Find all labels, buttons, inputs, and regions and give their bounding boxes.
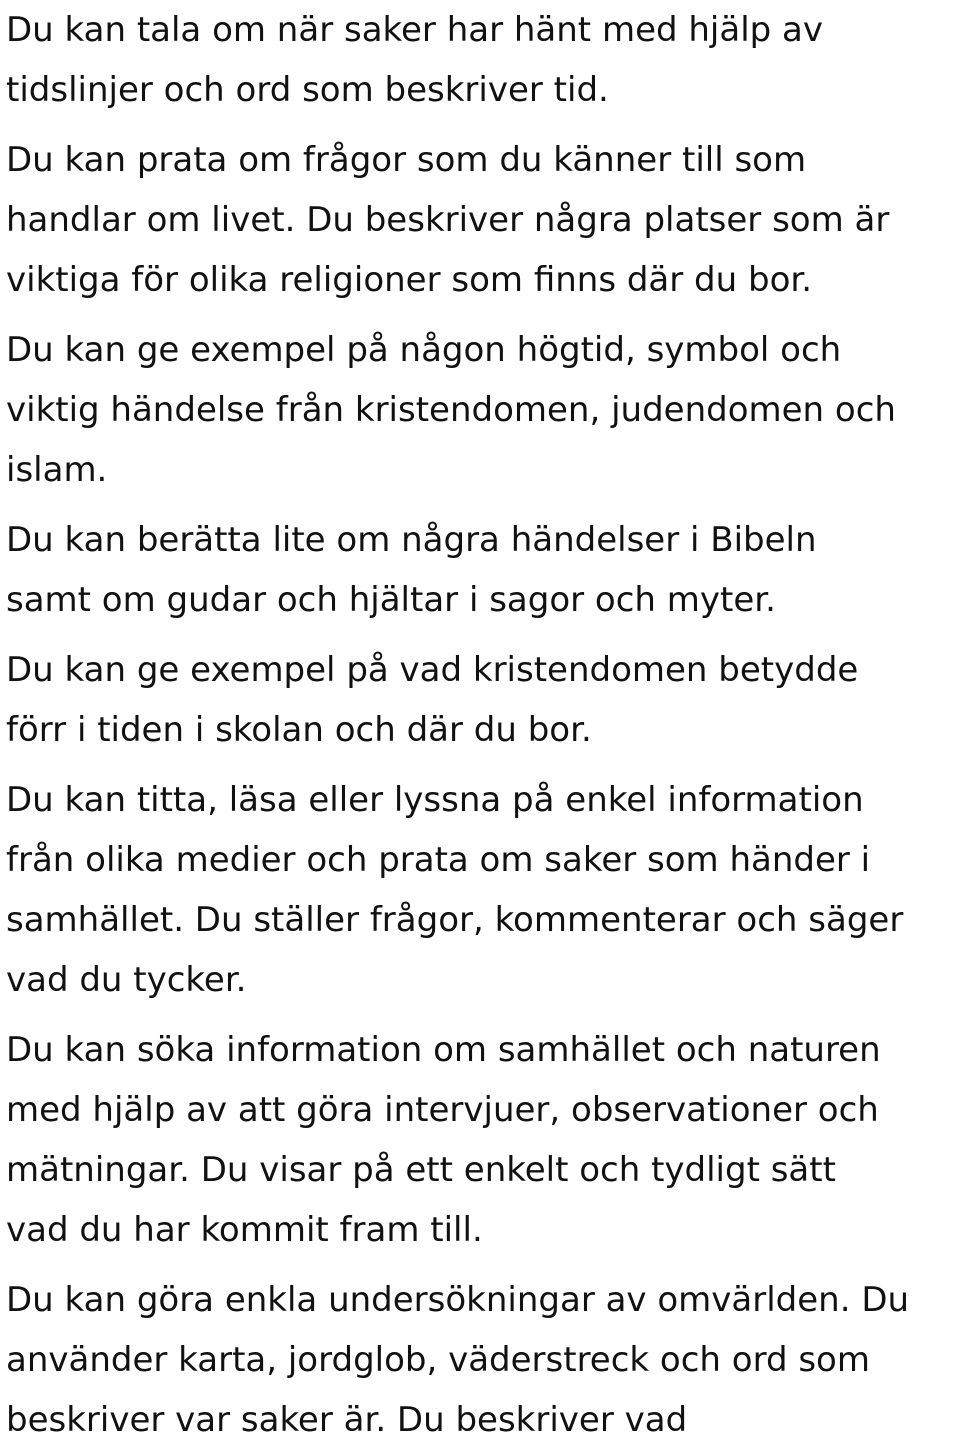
- text-line: samhället. Du ställer frågor, kommenterar och säger: [6, 900, 904, 940]
- paragraph-time: [6, 0, 960, 120]
- paragraph-life-questions: [6, 130, 960, 310]
- paragraph-media: [6, 770, 960, 1010]
- text-line: handlar om livet. Du beskriver några platser som är: [6, 200, 890, 240]
- text-line: från olika medier och prata om saker som händer i: [6, 840, 871, 880]
- text-line: viktig händelse från kristendomen, judendomen och: [6, 390, 896, 430]
- text-line: samt om gudar och hjältar i sagor och myter.: [6, 580, 776, 620]
- paragraph-information-search: [6, 1020, 960, 1260]
- text-line: viktiga för olika religioner som finns där du bor.: [6, 260, 813, 300]
- text-line: Du kan göra enkla undersökningar av omvärlden. Du: [6, 1280, 910, 1320]
- text-line: Du kan prata om frågor som du känner till som: [6, 140, 807, 180]
- text-line: Du kan ge exempel på vad kristendomen betydde: [6, 650, 859, 690]
- paragraph-christianity-history: [6, 640, 960, 760]
- text-line: islam.: [6, 450, 108, 490]
- text-line: Du kan söka information om samhället och naturen: [6, 1030, 881, 1070]
- text-line: vad du tycker.: [6, 960, 247, 1000]
- text-line: med hjälp av att göra intervjuer, observationer och: [6, 1090, 879, 1130]
- paragraph-investigations: [6, 1270, 960, 1450]
- text-line: Du kan tala om när saker har hänt med hjälp av: [6, 10, 823, 50]
- text-line: Du kan ge exempel på någon högtid, symbol och: [6, 330, 842, 370]
- document-body: [6, 0, 960, 1450]
- text-line: Du kan titta, läsa eller lyssna på enkel information: [6, 780, 864, 820]
- text-line: vad du har kommit fram till.: [6, 1210, 483, 1250]
- text-line: Du kan berätta lite om några händelser i Bibeln: [6, 520, 817, 560]
- text-line: förr i tiden i skolan och där du bor.: [6, 710, 592, 750]
- text-line: använder karta, jordglob, väderstreck och ord som: [6, 1340, 870, 1380]
- paragraph-bible-myths: [6, 510, 960, 630]
- text-line: tidslinjer och ord som beskriver tid.: [6, 70, 609, 110]
- paragraph-religions: [6, 320, 960, 500]
- text-line: mätningar. Du visar på ett enkelt och tydligt sätt: [6, 1150, 836, 1190]
- text-line: beskriver var saker är. Du beskriver vad: [6, 1400, 688, 1440]
